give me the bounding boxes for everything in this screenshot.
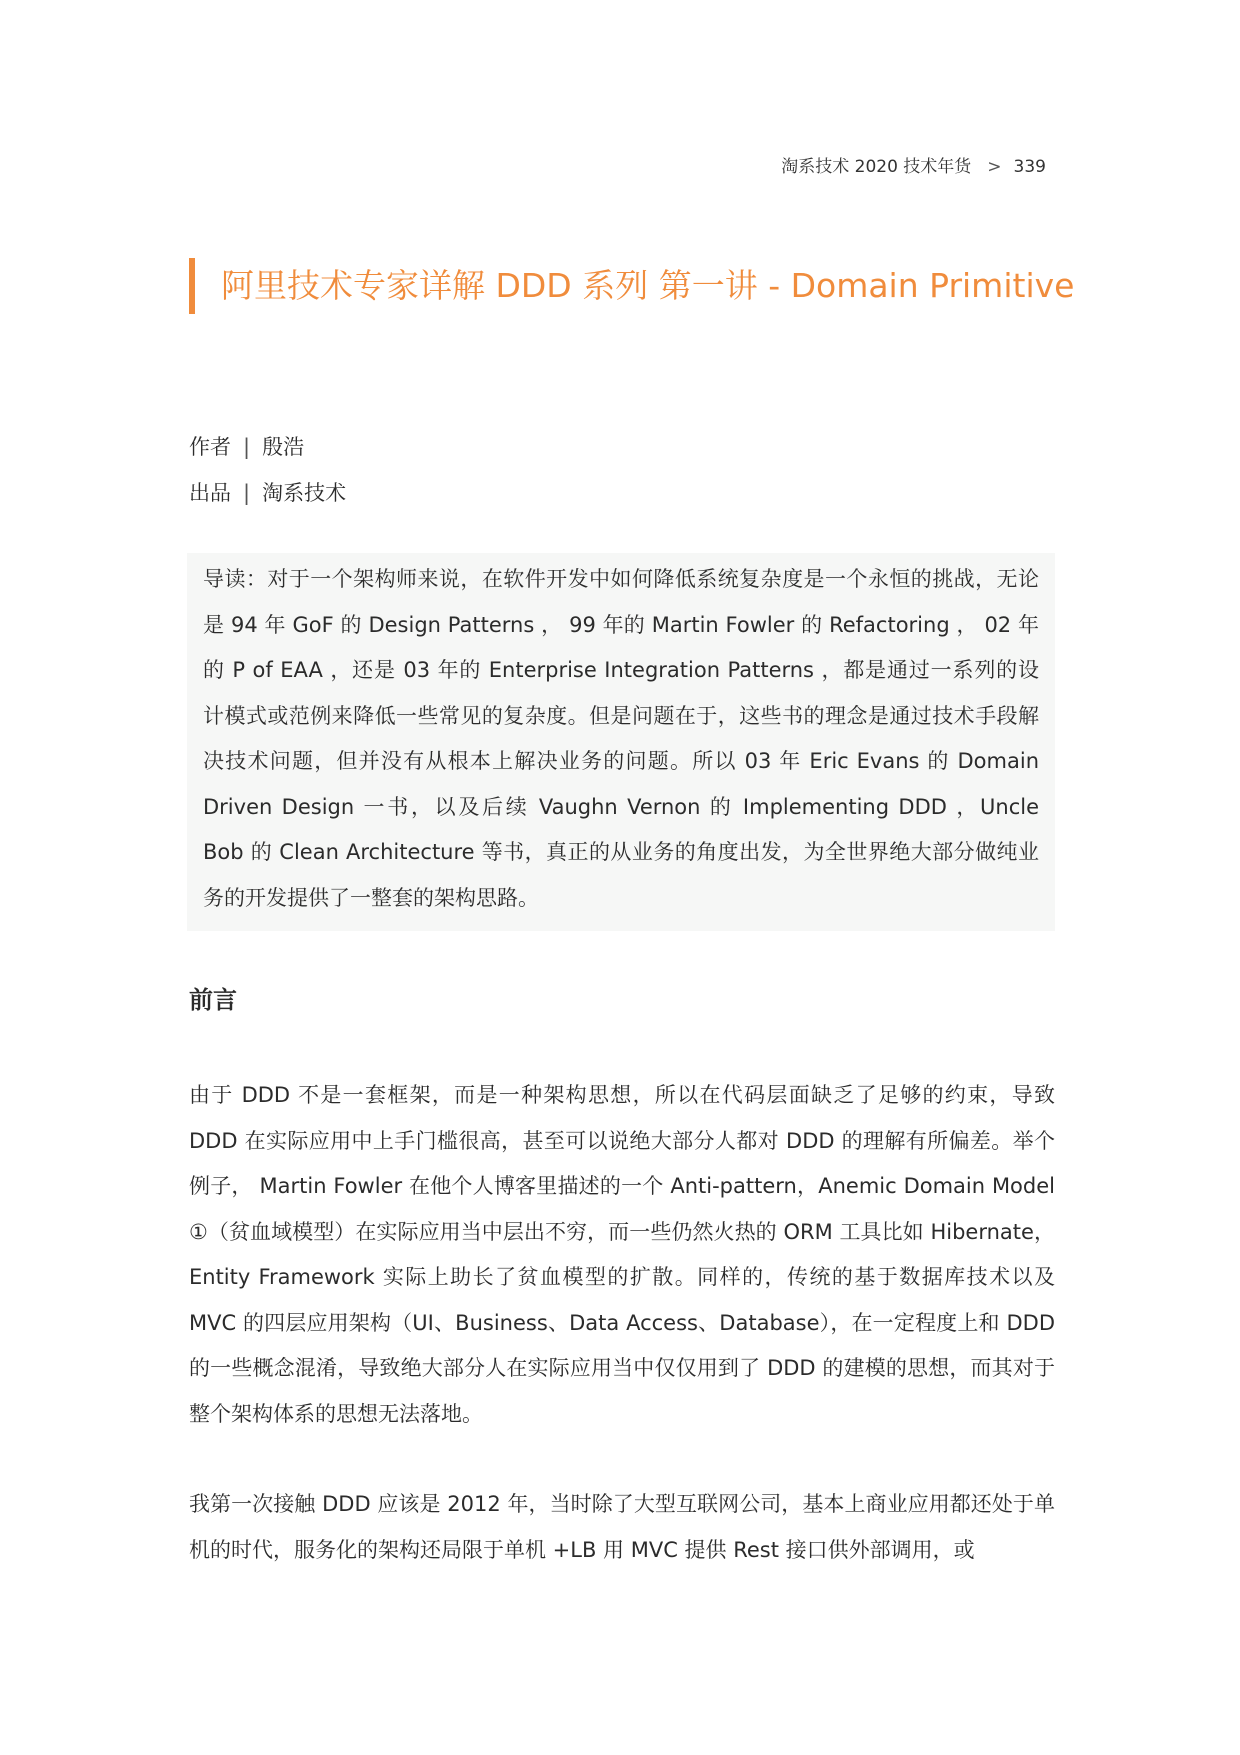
intro-box: 导读：对于一个架构师来说，在软件开发中如何降低系统复杂度是一个永恒的挑战，无论是 94 年 GoF 的 Design Patterns ， 99 年的 Martin Fowler 的 Refactoring ， 02 年的 P of EAA ，还是 03 年的 Enterprise Integration Patterns ，都是通过一系列的设计模式或范例来降低一些常见的复杂度。但是问题在于，这些书的理念是通过技术手段解决技术问题，但并没有从根本上解决业务的问题。所以 03 年 Eric Evans 的 Domain Driven Design 一书，以及后续 Vaughn Vernon 的 Implementing DDD ，Uncle Bob 的 Clean Architecture 等书，真正的从业务的角度出发，为全世界绝大部分做纯业务的开发提供了一整套的架构思路。 bbox=[187, 553, 1055, 931]
publisher-name: 淘系技术 bbox=[262, 481, 347, 505]
author-line bbox=[189, 424, 346, 470]
body-paragraph-2: 我第一次接触 DDD 应该是 2012 年，当时除了大型互联网公司，基本上商业应用都还处于单机的时代，服务化的架构还局限于单机 +LB 用 MVC 提供 Rest 接口供外部调用，或 bbox=[189, 1492, 1055, 1562]
author-name: 殷浩 bbox=[262, 435, 305, 459]
author-label: 作者 bbox=[189, 435, 231, 459]
article-title: 阿里技术专家详解 DDD 系列 第一讲 - Domain Primitive bbox=[221, 266, 1075, 305]
header-separator: > bbox=[987, 157, 1002, 177]
running-header bbox=[781, 152, 1046, 177]
publisher-separator: | bbox=[243, 481, 251, 505]
running-title: 淘系技术 2020 技术年货 bbox=[781, 157, 972, 177]
article-title-block bbox=[189, 258, 1081, 314]
body-paragraph-1: 由于 DDD 不是一套框架，而是一种架构思想，所以在代码层面缺乏了足够的约束，导致 DDD 在实际应用中上手门槛很高，甚至可以说绝大部分人都对 DDD 的理解有所偏差。举个例子， Martin Fowler 在他个人博客里描述的一个 Anti-pattern，Anemic Domain Model ①（贫血域模型）在实际应用当中层出不穷，而一些仍然火热的 ORM 工具比如 Hibernate，Entity Framework 实际上助长了贫血模型的扩散。同样的，传统的基于数据库技术以及 MVC 的四层应用架构（UI、Business、Data Access、Database），在一定程度上和 DDD 的一些概念混淆，导致绝大部分人在实际应用当中仅仅用到了 DDD 的建模的思想，而其对于整个架构体系的思想无法落地。 bbox=[189, 1083, 1055, 1426]
page-number: 339 bbox=[1013, 157, 1046, 177]
publisher-label: 出品 bbox=[189, 481, 231, 505]
section-heading: 前言 bbox=[189, 986, 237, 1014]
article-meta bbox=[189, 424, 346, 516]
publisher-line bbox=[189, 470, 346, 516]
author-separator: | bbox=[243, 435, 251, 459]
